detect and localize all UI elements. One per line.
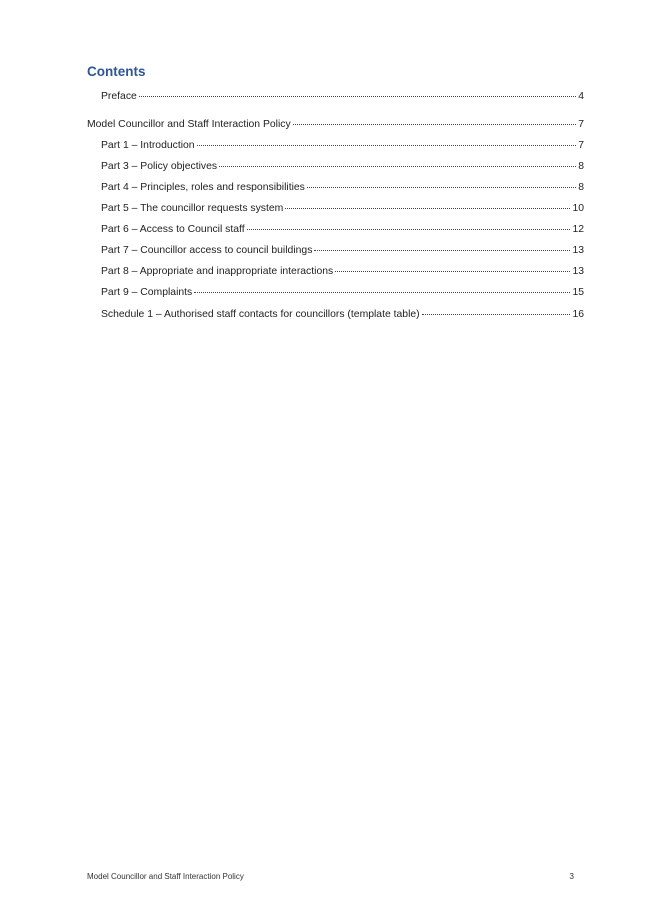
- toc-dot-leader: [422, 314, 571, 315]
- toc-entry-title: Part 1 – Introduction: [101, 140, 195, 151]
- toc-entry-title: Part 9 – Complaints: [101, 287, 193, 298]
- toc-entry-page: 16: [572, 309, 584, 320]
- contents-heading: Contents: [87, 64, 146, 79]
- toc-entry-page: 12: [572, 224, 584, 235]
- toc-entry-page: 8: [578, 161, 584, 172]
- toc-entry-part-5[interactable]: [101, 202, 584, 216]
- toc-entry-title: Schedule 1 – Authorised staff contacts for councillors (template table): [101, 309, 420, 320]
- toc-dot-leader: [335, 271, 570, 272]
- toc-entry-part-8[interactable]: [101, 265, 584, 279]
- toc-entry-title: Preface: [101, 91, 137, 102]
- toc-entry-title: Part 8 – Appropriate and inappropriate interactions: [101, 266, 334, 277]
- toc-dot-leader: [285, 208, 570, 209]
- toc-entry-title: Part 6 – Access to Council staff: [101, 224, 245, 235]
- toc-dot-leader: [293, 124, 577, 125]
- toc-entry-page: 13: [572, 266, 584, 277]
- footer-page-number: 3: [569, 872, 574, 881]
- toc-entry-page: 10: [572, 203, 584, 214]
- toc-dot-leader: [219, 166, 576, 167]
- toc-entry-part-1[interactable]: [101, 139, 584, 153]
- toc-entry-page: 13: [572, 245, 584, 256]
- toc-dot-leader: [247, 229, 571, 230]
- toc-entry-page: 7: [578, 119, 584, 130]
- toc-entry-part-9[interactable]: [101, 286, 584, 300]
- footer-document-title: Model Councillor and Staff Interaction Policy: [87, 872, 244, 881]
- toc-entry-title: Part 3 – Policy objectives: [101, 161, 218, 172]
- toc-entry-part-7[interactable]: [101, 244, 584, 258]
- toc-entry-page: 4: [578, 91, 584, 102]
- toc-entry-title: Model Councillor and Staff Interaction Policy: [87, 119, 291, 130]
- toc-entry-part-6[interactable]: [101, 223, 584, 237]
- toc-entry-page: 7: [578, 140, 584, 151]
- toc-dot-leader: [307, 187, 576, 188]
- toc-dot-leader: [139, 96, 576, 97]
- toc-dot-leader: [314, 250, 570, 251]
- toc-entry-schedule-1[interactable]: [101, 308, 584, 322]
- toc-entry-model-policy[interactable]: [87, 118, 584, 132]
- toc-entry-part-3[interactable]: [101, 160, 584, 174]
- toc-entry-title: Part 7 – Councillor access to council buildings: [101, 245, 313, 256]
- toc-entry-title: Part 5 – The councillor requests system: [101, 203, 284, 214]
- toc-dot-leader: [197, 145, 577, 146]
- toc-entry-title: Part 4 – Principles, roles and responsibilities: [101, 182, 305, 193]
- toc-entry-part-4[interactable]: [101, 181, 584, 195]
- toc-entry-page: 8: [578, 182, 584, 193]
- toc-dot-leader: [194, 292, 570, 293]
- toc-entry-page: 15: [572, 287, 584, 298]
- toc-entry-preface[interactable]: [101, 90, 584, 104]
